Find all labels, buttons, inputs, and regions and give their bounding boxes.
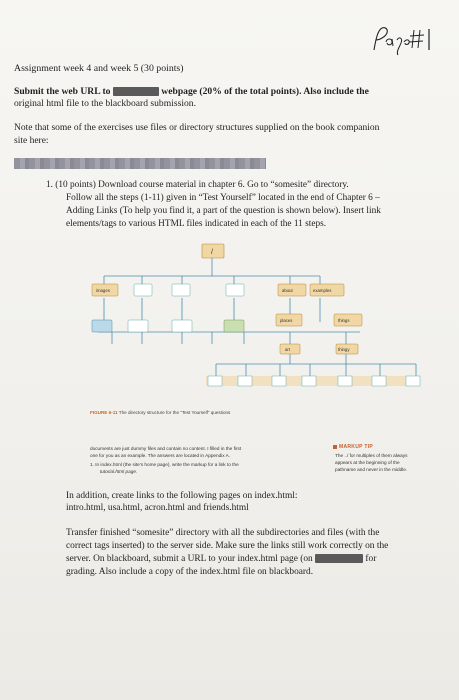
file-icon [302, 376, 316, 386]
transfer-line1: Transfer finished “somesite” directory with all the subdirectories and files (with the [66, 528, 380, 538]
file-icon [338, 376, 352, 386]
folder-places-label: places [280, 318, 293, 323]
file-icon [406, 376, 420, 386]
file-icon [172, 284, 190, 296]
file-icon [92, 320, 112, 332]
file-icon [372, 376, 386, 386]
redacted-server [315, 554, 363, 563]
file-icon [172, 320, 192, 332]
file-icon [238, 376, 252, 386]
tip-line2: appears at the beginning of the [335, 460, 400, 465]
directory-structure-figure [84, 236, 430, 432]
file-icon [208, 376, 222, 386]
assignment-title: Assignment week 4 and week 5 (30 points) [14, 63, 184, 74]
question1-line4: elements/tags to various HTML files indicated in each of the 11 steps. [66, 219, 327, 229]
caption-text: The directory structure for the “Test Yourself” questions [118, 410, 231, 415]
note-line2: site here: [14, 136, 49, 146]
additional-line1: In addition, create links to the following pages on index.html: [66, 491, 298, 501]
additional-line2: intro.html, usa.html, acron.html and friends.html [66, 503, 249, 513]
figure-caption [90, 410, 230, 415]
transfer-line3-b: for [365, 554, 377, 564]
question1-line1: 1. (10 points) Download course material in chapter 6. Go to “somesite” directory. [46, 180, 349, 190]
submit-instruction-line2: original html file to the blackboard submission. [14, 98, 196, 109]
folder-about-label: about [282, 288, 293, 293]
companion-site-url[interactable] [14, 158, 266, 169]
file-icon [224, 320, 244, 332]
folder-thingy-label: thingy [338, 347, 350, 352]
submit-lead: Submit the web URL to [14, 86, 111, 97]
submit-tail: webpage (20% of the total points). Also include the [161, 86, 369, 97]
redacted-name [113, 87, 159, 96]
figure-body-line3: 1. In index.html (the site’s home page), write the markup for a link to the [90, 462, 239, 467]
caption-label: FIGURE 6-11 [90, 410, 118, 415]
figure-body-line1: documents are just dummy files and contain no content. I filled in the first [90, 446, 242, 451]
root-folder [202, 244, 224, 258]
transfer-line4: grading. Also include a copy of the index.html file on blackboard. [66, 567, 314, 577]
handwritten-page-note [368, 22, 438, 58]
folder-things-label: things [338, 318, 350, 323]
transfer-line3-a: server. On blackboard, submit a URL to your index.html page (on [66, 554, 313, 564]
question1-line3: Adding Links (To help you find it, a part of the question is shown below). Insert link [66, 206, 381, 216]
file-icon [226, 284, 244, 296]
markup-tip-title: MARKUP TIP [333, 444, 373, 450]
figure-body-line2: one for you as an example. The answers are located in Appendix A. [90, 453, 231, 458]
tip-line1: The ../ for multiples of them always [335, 453, 408, 458]
figure-body-line4: tutorial.html page. [100, 469, 138, 474]
folder-examples-label: examples [313, 288, 332, 293]
folder-art-label: art [285, 347, 291, 352]
file-icon [128, 320, 148, 332]
transfer-line3 [66, 553, 376, 566]
note-line1: Note that some of the exercises use files or directory structures supplied on the book companion [14, 123, 380, 133]
root-label: / [211, 249, 213, 256]
question1-line2: Follow all the steps (1-11) given in “Test Yourself” located in the end of Chapter 6 – [66, 193, 380, 203]
file-icon [134, 284, 152, 296]
submit-instruction [14, 86, 369, 99]
transfer-line2: correct tags inserted) to the server side. Make sure the links still work correctly on the [66, 541, 389, 551]
file-icon [272, 376, 286, 386]
folder-images-label: images [96, 288, 110, 293]
tip-line3: pathname and never in the middle. [335, 467, 408, 472]
